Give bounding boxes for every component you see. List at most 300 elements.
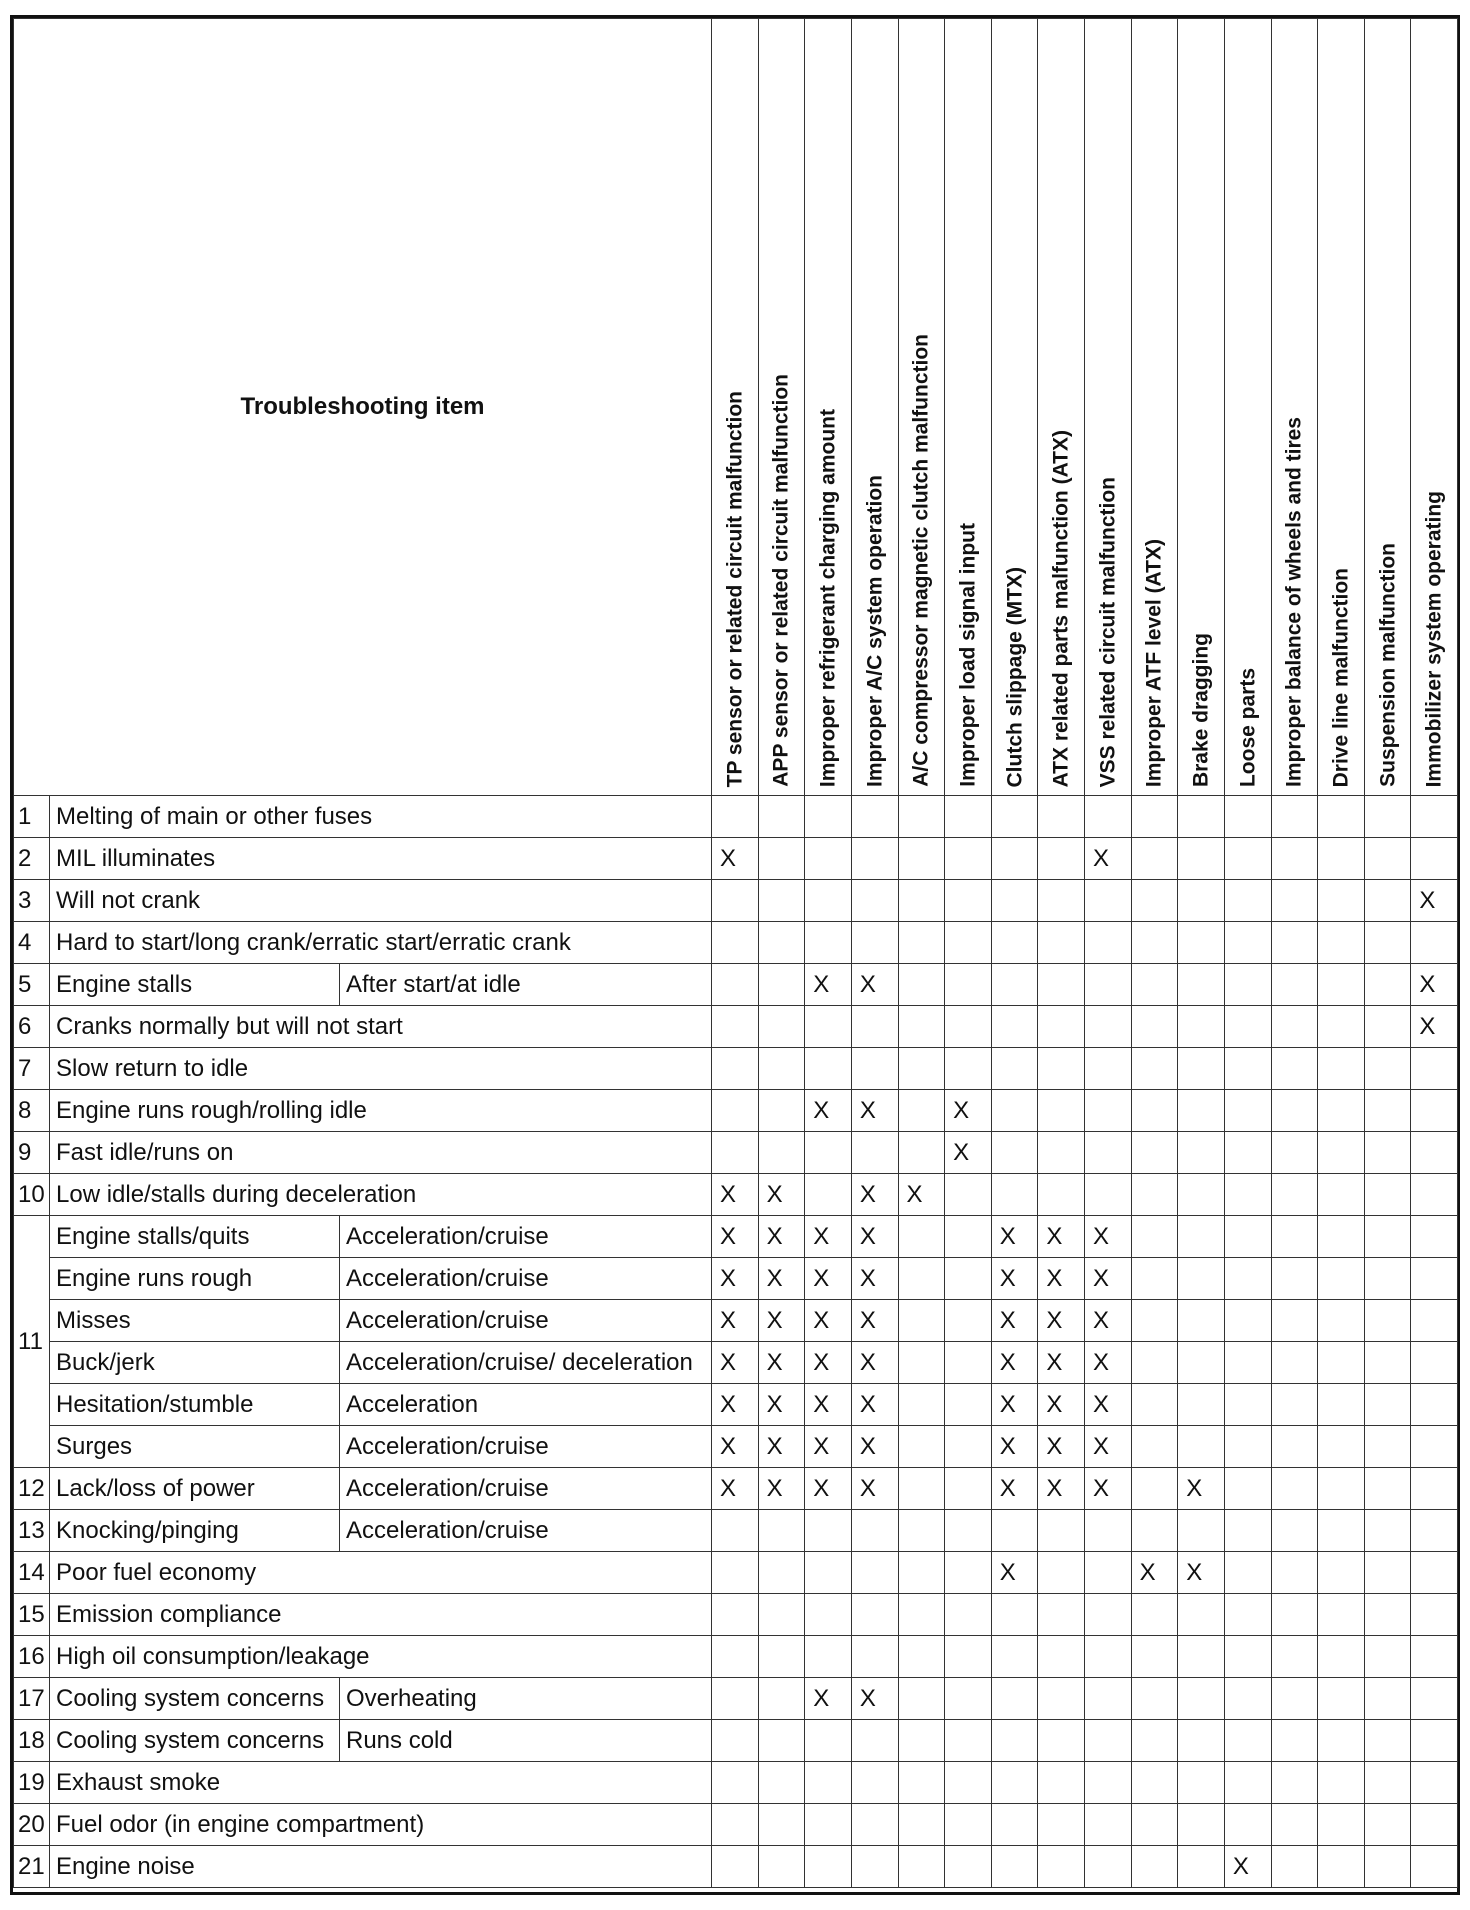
empty-cell (1271, 1720, 1318, 1762)
empty-cell (1271, 1174, 1318, 1216)
empty-cell (851, 1636, 898, 1678)
empty-cell (1364, 1384, 1411, 1426)
empty-cell (1364, 1216, 1411, 1258)
empty-cell (805, 1636, 852, 1678)
row-number: 15 (14, 1594, 50, 1636)
x-mark: X (1085, 1468, 1132, 1510)
x-mark: X (712, 1216, 759, 1258)
empty-cell (1364, 1594, 1411, 1636)
empty-cell (1271, 1804, 1318, 1846)
empty-cell (1131, 1258, 1178, 1300)
item-condition: Acceleration/cruise (340, 1426, 712, 1468)
empty-cell (945, 1468, 992, 1510)
column-header (991, 19, 1038, 796)
empty-cell (1131, 1006, 1178, 1048)
empty-cell (1318, 1804, 1365, 1846)
column-header-label: Clutch slippage (MTX) (1003, 566, 1027, 787)
empty-cell (1131, 1132, 1178, 1174)
table-row (14, 1174, 1458, 1216)
empty-cell (991, 1048, 1038, 1090)
empty-cell (945, 1804, 992, 1846)
empty-cell (712, 1594, 759, 1636)
empty-cell (898, 880, 945, 922)
empty-cell (1411, 1384, 1458, 1426)
empty-cell (851, 1006, 898, 1048)
empty-cell (1364, 1552, 1411, 1594)
x-mark: X (712, 1342, 759, 1384)
empty-cell (991, 1678, 1038, 1720)
x-mark: X (712, 1384, 759, 1426)
empty-cell (712, 1552, 759, 1594)
empty-cell (1131, 1048, 1178, 1090)
empty-cell (898, 1846, 945, 1888)
empty-cell (1224, 1174, 1271, 1216)
empty-cell (898, 1132, 945, 1174)
column-header (1085, 19, 1132, 796)
empty-cell (1038, 922, 1085, 964)
empty-cell (991, 880, 1038, 922)
empty-cell (712, 964, 759, 1006)
empty-cell (1038, 838, 1085, 880)
troubleshooting-item: High oil consumption/leakage (50, 1636, 712, 1678)
empty-cell (945, 1006, 992, 1048)
empty-cell (712, 1006, 759, 1048)
item-condition: Acceleration/cruise (340, 1300, 712, 1342)
table-row (14, 1510, 1458, 1552)
empty-cell (1038, 1762, 1085, 1804)
empty-cell (851, 1510, 898, 1552)
empty-cell (1085, 1552, 1132, 1594)
empty-cell (805, 880, 852, 922)
x-mark: X (851, 1090, 898, 1132)
x-mark: X (712, 1426, 759, 1468)
empty-cell (805, 1804, 852, 1846)
empty-cell (898, 922, 945, 964)
empty-cell (945, 1762, 992, 1804)
row-number: 6 (14, 1006, 50, 1048)
empty-cell (945, 1216, 992, 1258)
empty-cell (1131, 1216, 1178, 1258)
column-header (1224, 19, 1271, 796)
empty-cell (1411, 796, 1458, 838)
x-mark: X (1038, 1426, 1085, 1468)
empty-cell (898, 838, 945, 880)
empty-cell (1411, 1216, 1458, 1258)
troubleshooting-item: Cooling system concerns (50, 1678, 340, 1720)
column-header (1318, 19, 1365, 796)
table-row (14, 1762, 1458, 1804)
empty-cell (991, 1594, 1038, 1636)
empty-cell (945, 1720, 992, 1762)
table-row (14, 1342, 1458, 1384)
column-header (1131, 19, 1178, 796)
empty-cell (898, 1006, 945, 1048)
x-mark: X (991, 1426, 1038, 1468)
row-number: 21 (14, 1846, 50, 1888)
empty-cell (805, 922, 852, 964)
empty-cell (758, 1552, 805, 1594)
empty-cell (758, 1720, 805, 1762)
row-number: 5 (14, 964, 50, 1006)
empty-cell (1224, 1552, 1271, 1594)
empty-cell (1411, 1594, 1458, 1636)
empty-cell (1085, 1048, 1132, 1090)
empty-cell (991, 796, 1038, 838)
x-mark: X (805, 1216, 852, 1258)
empty-cell (945, 1258, 992, 1300)
x-mark: X (851, 1174, 898, 1216)
row-number: 10 (14, 1174, 50, 1216)
empty-cell (1224, 1342, 1271, 1384)
empty-cell (1364, 1846, 1411, 1888)
empty-cell (712, 1804, 759, 1846)
empty-cell (1178, 1846, 1225, 1888)
empty-cell (1271, 1090, 1318, 1132)
x-mark: X (712, 838, 759, 880)
empty-cell (1364, 1300, 1411, 1342)
empty-cell (1318, 1216, 1365, 1258)
table-row (14, 1132, 1458, 1174)
empty-cell (945, 1342, 992, 1384)
x-mark: X (851, 1258, 898, 1300)
empty-cell (1271, 1342, 1318, 1384)
empty-cell (1178, 1216, 1225, 1258)
empty-cell (758, 1636, 805, 1678)
empty-cell (1318, 1678, 1365, 1720)
column-header-label: APP sensor or related circuit malfunction (769, 374, 793, 787)
empty-cell (898, 1594, 945, 1636)
x-mark: X (991, 1384, 1038, 1426)
column-header-label: Improper balance of wheels and tires (1282, 417, 1306, 787)
x-mark: X (991, 1552, 1038, 1594)
empty-cell (1411, 1762, 1458, 1804)
x-mark: X (851, 1342, 898, 1384)
empty-cell (991, 1006, 1038, 1048)
empty-cell (1131, 964, 1178, 1006)
x-mark: X (991, 1300, 1038, 1342)
x-mark: X (712, 1300, 759, 1342)
column-header-label: Drive line malfunction (1329, 567, 1353, 787)
column-header-label: VSS related circuit malfunction (1096, 476, 1120, 787)
empty-cell (1131, 1426, 1178, 1468)
empty-cell (991, 1804, 1038, 1846)
empty-cell (1178, 1384, 1225, 1426)
empty-cell (758, 1594, 805, 1636)
empty-cell (898, 1426, 945, 1468)
empty-cell (758, 838, 805, 880)
empty-cell (1038, 1510, 1085, 1552)
empty-cell (712, 922, 759, 964)
empty-cell (991, 922, 1038, 964)
empty-cell (991, 1132, 1038, 1174)
empty-cell (758, 880, 805, 922)
x-mark: X (805, 1384, 852, 1426)
item-condition: Acceleration (340, 1384, 712, 1426)
empty-cell (1131, 1300, 1178, 1342)
row-number: 13 (14, 1510, 50, 1552)
empty-cell (1364, 1426, 1411, 1468)
empty-cell (898, 1468, 945, 1510)
x-mark: X (1085, 1426, 1132, 1468)
empty-cell (1411, 1678, 1458, 1720)
x-mark: X (851, 1384, 898, 1426)
empty-cell (1085, 1132, 1132, 1174)
empty-cell (1085, 880, 1132, 922)
table-row (14, 1846, 1458, 1888)
table-row (14, 880, 1458, 922)
empty-cell (1318, 880, 1365, 922)
empty-cell (898, 1300, 945, 1342)
x-mark: X (758, 1174, 805, 1216)
empty-cell (1131, 1594, 1178, 1636)
empty-cell (1131, 1384, 1178, 1426)
empty-cell (1411, 922, 1458, 964)
x-mark: X (1085, 1300, 1132, 1342)
x-mark: X (758, 1258, 805, 1300)
empty-cell (1318, 1384, 1365, 1426)
empty-cell (1085, 1678, 1132, 1720)
empty-cell (1224, 1468, 1271, 1510)
empty-cell (1131, 880, 1178, 922)
column-header-label: A/C compressor magnetic clutch malfunction (909, 334, 933, 787)
empty-cell (991, 1636, 1038, 1678)
empty-cell (945, 1426, 992, 1468)
empty-cell (805, 1762, 852, 1804)
empty-cell (1364, 922, 1411, 964)
empty-cell (1364, 1678, 1411, 1720)
empty-cell (851, 1132, 898, 1174)
x-mark: X (1038, 1300, 1085, 1342)
x-mark: X (805, 1090, 852, 1132)
table-row (14, 1636, 1458, 1678)
empty-cell (1271, 1846, 1318, 1888)
empty-cell (898, 1384, 945, 1426)
row-number: 7 (14, 1048, 50, 1090)
empty-cell (1224, 1720, 1271, 1762)
empty-cell (1318, 1174, 1365, 1216)
empty-cell (851, 1048, 898, 1090)
empty-cell (1271, 1384, 1318, 1426)
empty-cell (805, 1846, 852, 1888)
x-mark: X (991, 1258, 1038, 1300)
empty-cell (805, 1132, 852, 1174)
empty-cell (712, 1846, 759, 1888)
column-header-label: Suspension malfunction (1376, 543, 1400, 787)
empty-cell (945, 1384, 992, 1426)
x-mark: X (758, 1300, 805, 1342)
empty-cell (1411, 1132, 1458, 1174)
empty-cell (1131, 1174, 1178, 1216)
empty-cell (712, 1762, 759, 1804)
troubleshooting-item: Hesitation/stumble (50, 1384, 340, 1426)
empty-cell (1364, 1258, 1411, 1300)
empty-cell (945, 1510, 992, 1552)
x-mark: X (1038, 1258, 1085, 1300)
table-row (14, 1720, 1458, 1762)
empty-cell (991, 838, 1038, 880)
table-row (14, 1594, 1458, 1636)
empty-cell (898, 1804, 945, 1846)
empty-cell (1178, 1636, 1225, 1678)
empty-cell (1085, 1762, 1132, 1804)
empty-cell (1411, 1300, 1458, 1342)
empty-cell (1271, 880, 1318, 922)
x-mark: X (1038, 1384, 1085, 1426)
empty-cell (805, 1510, 852, 1552)
empty-cell (991, 964, 1038, 1006)
empty-cell (1318, 964, 1365, 1006)
empty-cell (898, 1720, 945, 1762)
empty-cell (1224, 1510, 1271, 1552)
empty-cell (851, 880, 898, 922)
empty-cell (898, 1216, 945, 1258)
x-mark: X (851, 1216, 898, 1258)
empty-cell (1411, 1426, 1458, 1468)
empty-cell (1364, 1090, 1411, 1132)
empty-cell (1318, 1090, 1365, 1132)
empty-cell (1318, 1132, 1365, 1174)
troubleshooting-item: Engine stalls/quits (50, 1216, 340, 1258)
empty-cell (1085, 1636, 1132, 1678)
column-header-label: Immobilizer system operating (1422, 490, 1446, 787)
empty-cell (1318, 1342, 1365, 1384)
x-mark: X (1085, 1342, 1132, 1384)
empty-cell (1364, 1132, 1411, 1174)
row-number: 2 (14, 838, 50, 880)
troubleshooting-item: Emission compliance (50, 1594, 712, 1636)
empty-cell (898, 796, 945, 838)
x-mark: X (712, 1468, 759, 1510)
empty-cell (1271, 1132, 1318, 1174)
column-header (1364, 19, 1411, 796)
x-mark: X (945, 1090, 992, 1132)
empty-cell (1318, 1300, 1365, 1342)
row-number: 16 (14, 1636, 50, 1678)
empty-cell (1038, 1174, 1085, 1216)
x-mark: X (1131, 1552, 1178, 1594)
empty-cell (1131, 922, 1178, 964)
troubleshooting-item: Melting of main or other fuses (50, 796, 712, 838)
empty-cell (1271, 1426, 1318, 1468)
empty-cell (712, 1510, 759, 1552)
empty-cell (1411, 1552, 1458, 1594)
table-row (14, 838, 1458, 880)
empty-cell (1085, 1510, 1132, 1552)
empty-cell (1178, 1006, 1225, 1048)
empty-cell (991, 1846, 1038, 1888)
troubleshooting-item: Exhaust smoke (50, 1762, 712, 1804)
empty-cell (805, 1006, 852, 1048)
empty-cell (898, 1090, 945, 1132)
empty-cell (1364, 1762, 1411, 1804)
empty-cell (1224, 1678, 1271, 1720)
empty-cell (805, 838, 852, 880)
row-number: 19 (14, 1762, 50, 1804)
empty-cell (1411, 838, 1458, 880)
table-row (14, 922, 1458, 964)
empty-cell (758, 1762, 805, 1804)
empty-cell (758, 1510, 805, 1552)
troubleshooting-item: Fuel odor (in engine compartment) (50, 1804, 712, 1846)
empty-cell (1178, 964, 1225, 1006)
empty-cell (1038, 1678, 1085, 1720)
x-mark: X (1224, 1846, 1271, 1888)
empty-cell (1271, 1300, 1318, 1342)
empty-cell (1318, 1006, 1365, 1048)
empty-cell (758, 1678, 805, 1720)
empty-cell (1178, 1804, 1225, 1846)
empty-cell (758, 964, 805, 1006)
empty-cell (1224, 1426, 1271, 1468)
x-mark: X (1178, 1468, 1225, 1510)
column-header-label: Improper ATF level (ATX) (1142, 538, 1166, 787)
troubleshooting-item: Hard to start/long crank/erratic start/erratic crank (50, 922, 712, 964)
empty-cell (898, 1510, 945, 1552)
x-mark: X (1085, 1384, 1132, 1426)
item-condition: Runs cold (340, 1720, 712, 1762)
table-row (14, 796, 1458, 838)
x-mark: X (1411, 1006, 1458, 1048)
empty-cell (1085, 1090, 1132, 1132)
table-row (14, 1678, 1458, 1720)
x-mark: X (1085, 1216, 1132, 1258)
empty-cell (851, 1720, 898, 1762)
empty-cell (1131, 1804, 1178, 1846)
empty-cell (851, 796, 898, 838)
column-header (1411, 19, 1458, 796)
empty-cell (712, 1090, 759, 1132)
empty-cell (991, 1510, 1038, 1552)
empty-cell (1131, 1720, 1178, 1762)
column-header-label: Improper A/C system operation (863, 475, 887, 787)
empty-cell (805, 1048, 852, 1090)
empty-cell (712, 1132, 759, 1174)
table-row (14, 1384, 1458, 1426)
empty-cell (1411, 1510, 1458, 1552)
empty-cell (712, 1678, 759, 1720)
empty-cell (898, 964, 945, 1006)
empty-cell (1364, 1804, 1411, 1846)
column-header-label: Loose parts (1236, 667, 1260, 787)
row-number: 18 (14, 1720, 50, 1762)
empty-cell (1411, 1090, 1458, 1132)
empty-cell (1224, 922, 1271, 964)
empty-cell (1085, 964, 1132, 1006)
column-header (805, 19, 852, 796)
item-condition: Acceleration/cruise (340, 1258, 712, 1300)
row-number: 14 (14, 1552, 50, 1594)
empty-cell (1318, 838, 1365, 880)
table-row (14, 1468, 1458, 1510)
empty-cell (945, 964, 992, 1006)
empty-cell (1131, 1846, 1178, 1888)
empty-cell (1178, 922, 1225, 964)
troubleshooting-item: Engine stalls (50, 964, 340, 1006)
empty-cell (1224, 1636, 1271, 1678)
empty-cell (712, 1720, 759, 1762)
empty-cell (1038, 964, 1085, 1006)
empty-cell (1318, 796, 1365, 838)
empty-cell (1271, 796, 1318, 838)
empty-cell (1178, 880, 1225, 922)
column-header-label: Brake dragging (1189, 632, 1213, 787)
empty-cell (1411, 1720, 1458, 1762)
empty-cell (758, 1846, 805, 1888)
table-row (14, 1804, 1458, 1846)
troubleshooting-item: Engine runs rough/rolling idle (50, 1090, 712, 1132)
row-number: 4 (14, 922, 50, 964)
empty-cell (1364, 1048, 1411, 1090)
